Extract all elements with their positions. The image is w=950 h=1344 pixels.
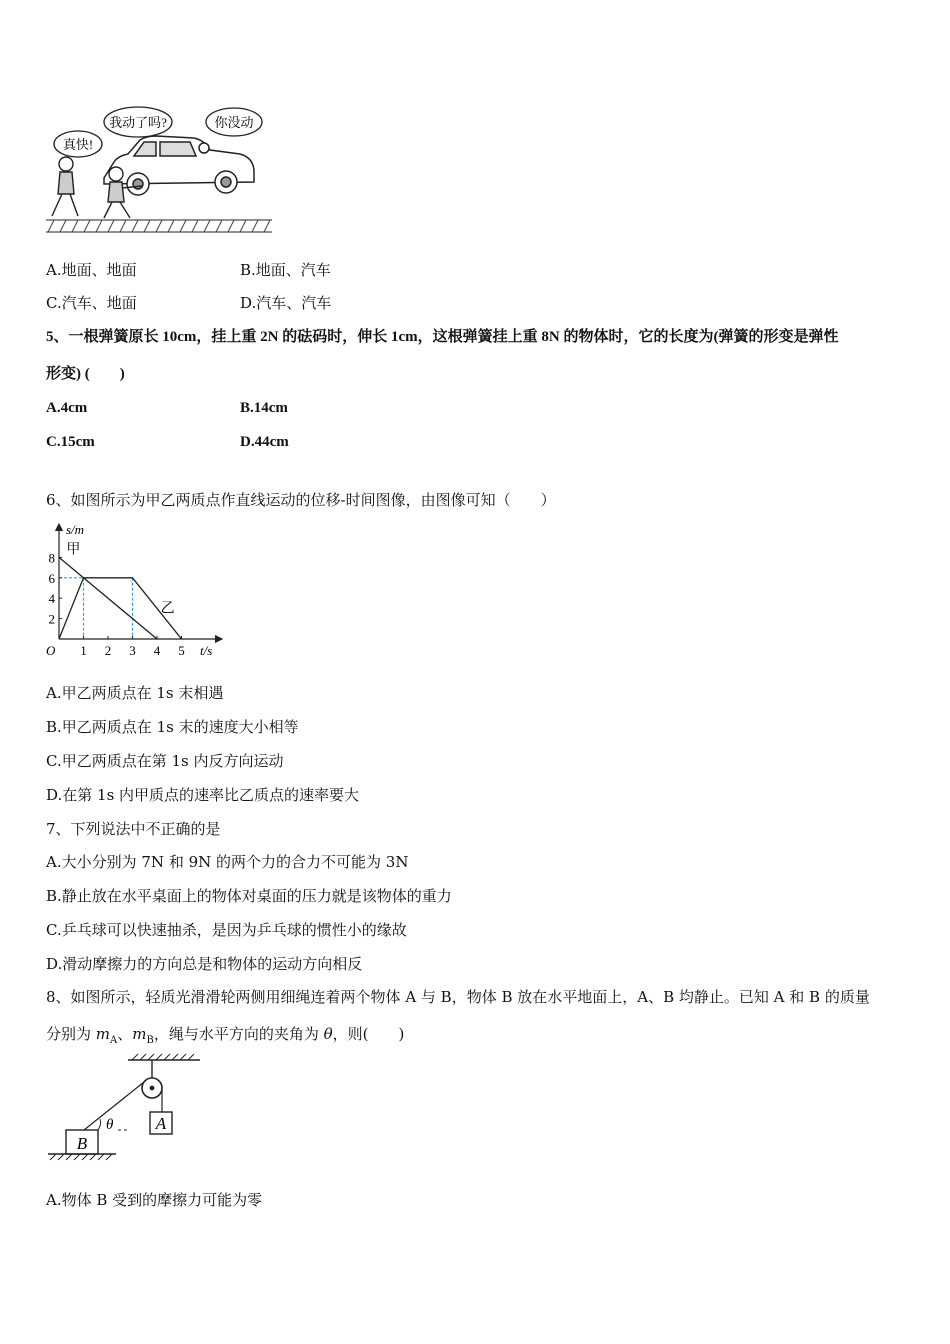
q4-option-a[interactable]: A.地面、地面	[46, 261, 137, 279]
series-line-0	[59, 557, 157, 639]
q8-pulley-figure	[44, 1052, 204, 1164]
bubble-mid-text: 我动了吗?	[109, 115, 167, 130]
q7-option-b[interactable]: B.静止放在水平桌面上的物体对桌面的压力就是该物体的重力	[46, 887, 452, 905]
y-tick-label-6: 6	[48, 570, 55, 586]
theta-symbol: θ	[323, 1025, 333, 1043]
q6-option-a[interactable]: A.甲乙两质点在 1s 末相遇	[46, 684, 224, 702]
mass-b-symbol: m	[132, 1025, 147, 1043]
angle-label: θ	[106, 1117, 114, 1133]
q6-chart	[40, 518, 230, 663]
car-drawing	[104, 136, 254, 195]
x-axis-label: t/s	[200, 643, 213, 658]
x-tick-label-4: 4	[153, 643, 161, 658]
x-tick-label-1: 1	[80, 643, 87, 658]
y-tick-label-4: 4	[48, 591, 55, 607]
x-tick-label-3: 3	[129, 643, 136, 658]
series-label-1: 乙	[160, 601, 175, 617]
q6-option-c[interactable]: C.甲乙两质点在第 1s 内反方向运动	[46, 752, 284, 770]
q4-option-c[interactable]: C.汽车、地面	[46, 294, 137, 312]
q5-stem-line1: 5、一根弹簧原长 10cm，挂上重 2N 的砝码时，伸长 1cm，这根弹簧挂上重 8N 的物体时，它的长度为(弹簧的形变是弹性	[46, 329, 839, 345]
q5-option-b[interactable]: B.14cm	[240, 400, 288, 416]
q7-option-d[interactable]: D.滑动摩擦力的方向总是和物体的运动方向相反	[46, 955, 363, 973]
q5-stem-line2: 形变) ( )	[46, 366, 125, 382]
q8-stem-line2: 分别为 $m_A$、$m_B$，绳与水平方向的夹角为 θ，则( )	[46, 1025, 405, 1046]
block-a-label: A	[155, 1114, 167, 1133]
y-tick-label-2: 2	[48, 611, 55, 627]
q4-option-d[interactable]: D.汽车、汽车	[240, 294, 332, 312]
bubble-left-text: 真快!	[62, 137, 94, 152]
origin-label: O	[46, 643, 56, 658]
q6-option-b[interactable]: B.甲乙两质点在 1s 末的速度大小相等	[46, 718, 299, 736]
q5-option-a[interactable]: A.4cm	[46, 400, 88, 416]
series-label-0: 甲	[66, 542, 81, 558]
q8-option-a[interactable]: A.物体 B 受到的摩擦力可能为零	[46, 1191, 263, 1209]
bubble-right-text: 你没动	[214, 115, 254, 130]
mass-a-symbol: m	[95, 1025, 111, 1043]
q5-option-c[interactable]: C.15cm	[46, 434, 95, 450]
q5-option-d[interactable]: D.44cm	[240, 434, 289, 450]
y-tick-label-8: 8	[48, 550, 55, 566]
q6-stem: 6、如图所示为甲乙两质点作直线运动的位移-时间图像，由图像可知（ ）	[46, 491, 556, 509]
q4-option-b[interactable]: B.地面、汽车	[240, 261, 331, 279]
q7-stem: 7、下列说法中不正确的是	[46, 820, 221, 838]
x-tick-label-5: 5	[178, 643, 185, 658]
x-tick-label-2: 2	[104, 643, 112, 658]
q7-option-c[interactable]: C.乒乓球可以快速抽杀，是因为乒乓球的惯性小的缘故	[46, 921, 407, 939]
y-axis-label: s/m	[66, 522, 85, 537]
q7-option-a[interactable]: A.大小分别为 7N 和 9N 的两个力的合力不可能为 3N	[46, 853, 409, 871]
block-b-label: B	[76, 1134, 88, 1153]
q6-option-d[interactable]: D.在第 1s 内甲质点的速率比乙质点的速率要大	[46, 786, 360, 804]
q4-cartoon-figure	[44, 100, 274, 240]
q8-stem-line1: 8、如图所示，轻质光滑滑轮两侧用细绳连着两个物体 A 与 B，物体 B 放在水平地面上，A、B 均静止。已知 A 和 B 的质量	[46, 988, 870, 1006]
